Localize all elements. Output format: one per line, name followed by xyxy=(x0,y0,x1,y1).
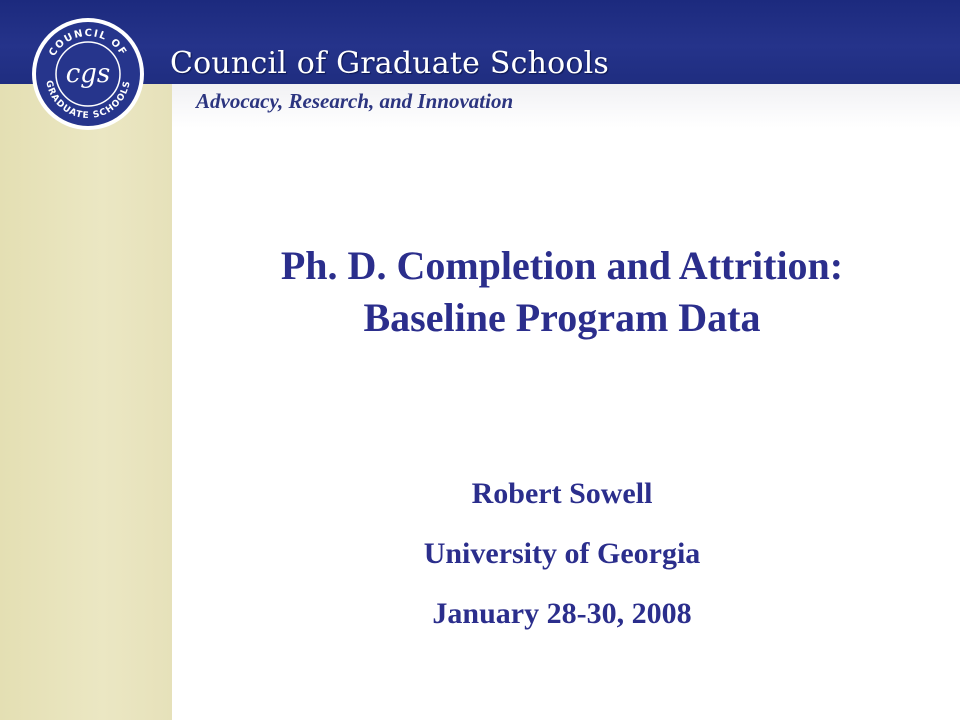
title-line-1: Ph. D. Completion and Attrition: xyxy=(280,243,844,288)
organization-name: Council of Graduate Schools xyxy=(170,46,610,81)
cgs-seal-logo xyxy=(28,14,148,134)
presenter-affiliation: University of Georgia xyxy=(423,537,701,570)
presenter-block xyxy=(172,464,952,644)
slide-title xyxy=(172,240,952,344)
title-line-2: Baseline Program Data xyxy=(363,295,761,340)
organization-tagline: Advocacy, Research, and Innovation xyxy=(196,89,514,113)
seal-monogram: cgs xyxy=(65,59,111,89)
presenter-name: Robert Sowell xyxy=(471,477,653,510)
seal-text-top: COUNCIL OF xyxy=(47,27,129,59)
presentation-date: January 28-30, 2008 xyxy=(432,597,692,630)
seal-text-bottom: GRADUATE SCHOOLS xyxy=(43,79,133,122)
